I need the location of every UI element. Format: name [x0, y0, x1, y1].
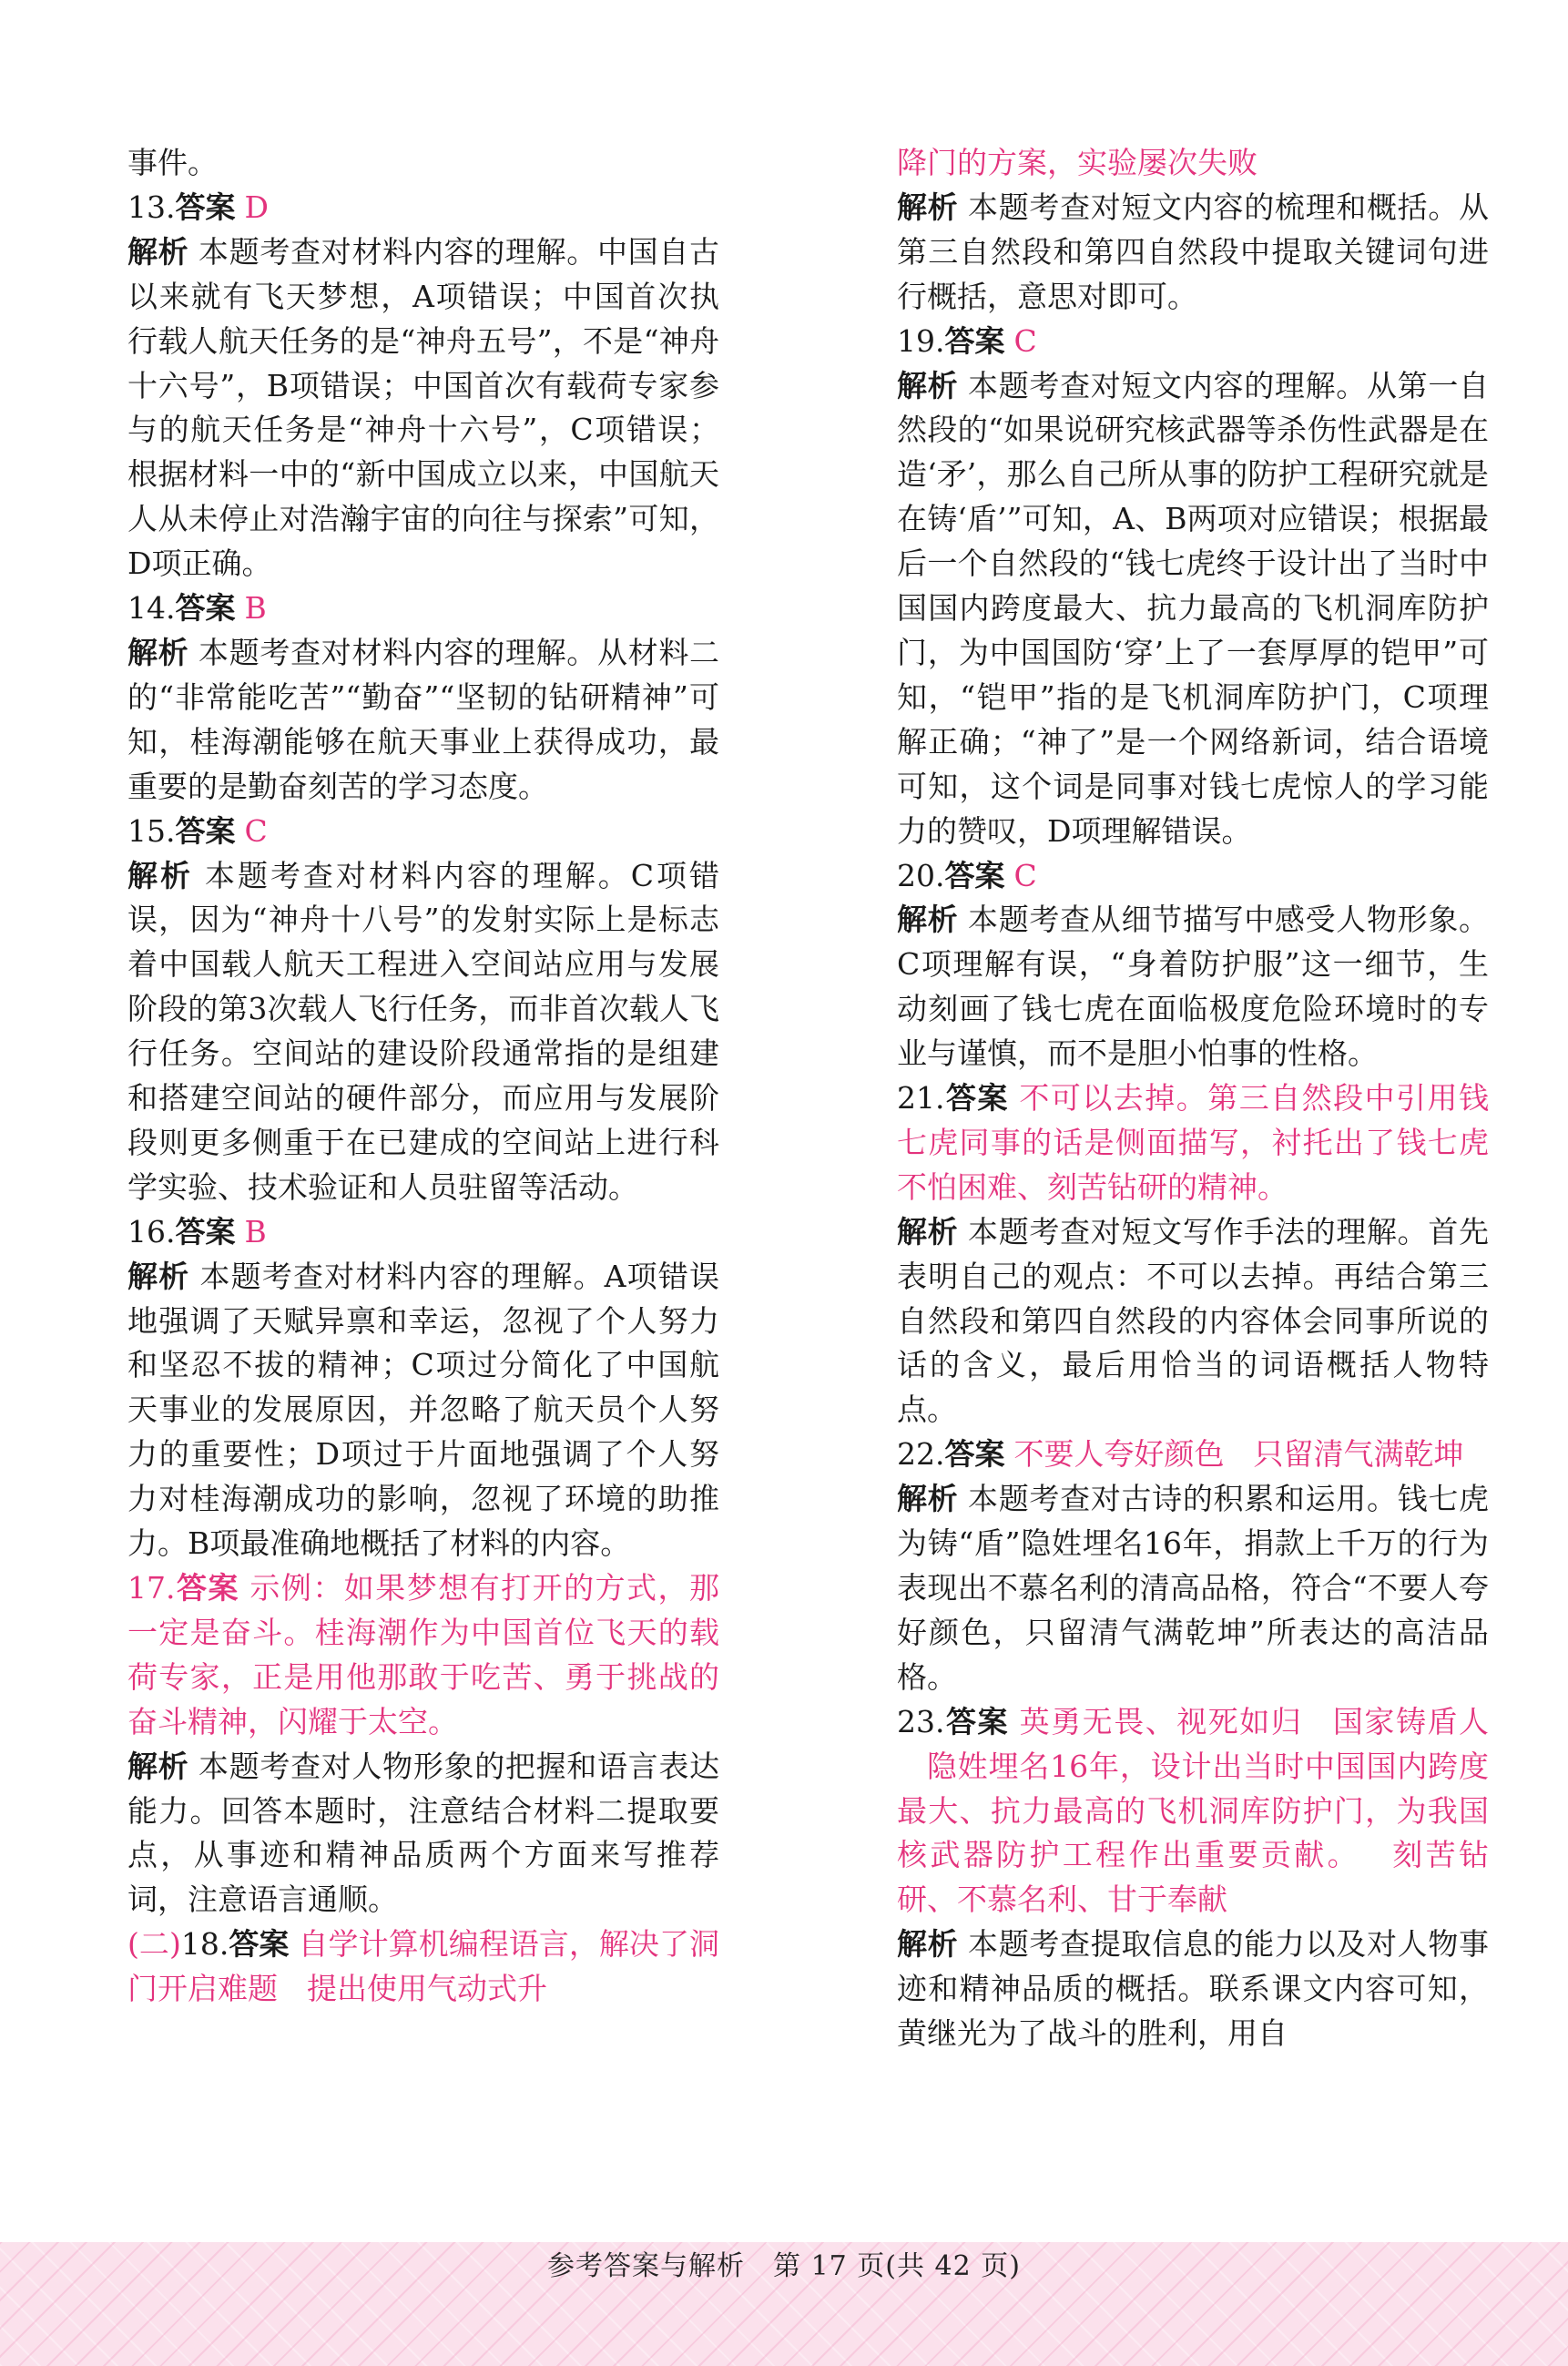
page-footer: 参考答案与解析 第 17 页(共 42 页): [547, 2250, 1021, 2282]
answer-line-19: 19.答案 C: [897, 322, 1037, 359]
answer-line-18: (二)18.答案 自学计算机编程语言，解决了洞门开启难题 提出使用气动式升: [127, 1926, 720, 2007]
analysis-21: 解析 本题考查对短文写作手法的理解。首先表明自己的观点：不可以去掉。再结合第三自然段和第四自然段的内容体会同事所说的话的含义，最后用恰当的词语概括人物特点。: [897, 1213, 1490, 1428]
analysis-22: 解析 本题考查对古诗的积累和运用。钱七虎为铸“盾”隐姓埋名16年，捐款上千万的行为表现出不慕名利的清高品格，符合“不要人夸好颜色，只留清气满乾坤”所表达的高洁品格。: [897, 1481, 1490, 1695]
analysis-19: 解析 本题考查对短文内容的理解。从第一自然段的“如果说研究核武器等杀伤性武器是在造‘矛’，那么自己所从事的防护工程研究就是在铸‘盾’”可知，A、B两项对应错误；根据最后一个自然段的“钱七虎终于设计出了当时中国国内跨度最大、抗力最高的飞机洞库防护门，为中国国防‘穿’上了一套厚厚的铠甲”可知，“铠甲”指的是飞机洞库防护门，C项理解正确；“神了”是一个网络新词，结合语境可知，这个词是同事对钱七虎惊人的学习能力的赞叹，D项理解错误。: [897, 367, 1490, 849]
left-column: [127, 141, 719, 2012]
analysis-20: 解析 本题考查从细节描写中感受人物形象。C项理解有误，“身着防护服”这一细节，生动刻画了钱七虎在面临极度危险环境时的专业与谨慎，而不是胆小怕事的性格。: [897, 902, 1490, 1072]
answer-line-16: 16.答案 B: [127, 1213, 267, 1249]
analysis-17: 解析 本题考查对人物形象的把握和语言表达能力。回答本题时，注意结合材料二提取要点，从事迹和精神品质两个方面来写推荐词，注意语言通顺。: [127, 1748, 720, 1918]
answer-18-continued: 降门的方案，实验屡次失败: [897, 145, 1257, 180]
answer-line-21: 21.答案 不可以去掉。第三自然段中引用钱七虎同事的话是侧面描写，衬托出了钱七虎不怕困难、刻苦钻研的精神。: [897, 1080, 1490, 1205]
paragraph: 事件。: [127, 145, 218, 180]
answer-line-22: 22.答案 不要人夸好颜色 只留清气满乾坤: [897, 1436, 1464, 1473]
answer-line-15: 15.答案 C: [127, 812, 268, 849]
analysis-23: 解析 本题考查提取信息的能力以及对人物事迹和精神品质的概括。联系课文内容可知，黄继光为了战斗的胜利，用自: [897, 1926, 1490, 2052]
answer-line-13: 13.答案 D: [127, 189, 269, 225]
analysis-16: 解析 本题考查对材料内容的理解。A项错误地强调了天赋异禀和幸运，忽视了个人努力和坚忍不拔的精神；C项过分简化了中国航天事业的发展原因，并忽略了航天员个人努力的重要性；D项过于片面地强调了个人努力对桂海潮成功的影响，忽视了环境的助推力。B项最准确地概括了材料的内容。: [127, 1258, 719, 1562]
analysis-14: 解析 本题考查对材料内容的理解。从材料二的“非常能吃苦”“勤奋”“坚韧的钻研精神”可知，桂海潮能够在航天事业上获得成功，最重要的是勤奋刻苦的学习态度。: [127, 634, 720, 804]
answer-line-20: 20.答案 C: [897, 857, 1037, 893]
analysis-13: 解析 本题考查对材料内容的理解。中国自古以来就有飞天梦想，A项错误；中国首次执行载人航天任务的是“神舟五号”，不是“神舟十六号”，B项错误；中国首次有载荷专家参与的航天任务是“神舟十六号”，C项错误；根据材料一中的“新中国成立以来，中国航天人从未停止对浩瀚宇宙的向往与探索”可知，D项正确。: [127, 233, 720, 582]
answer-line-17: 17.答案 示例：如果梦想有打开的方式，那一定是奋斗。桂海潮作为中国首位飞天的载荷专家，正是用他那敢于吃苦、勇于挑战的奋斗精神，闪耀于太空。: [127, 1570, 720, 1739]
answer-line-23: 23.答案 英勇无畏、视死如归 国家铸盾人隐姓埋名16年，设计出当时中国国内跨度最大、抗力最高的飞机洞库防护门，为我国核武器防护工程作出重要贡献。 刻苦钻研、不慕名利、甘于奉献: [897, 1703, 1490, 1918]
analysis-15: 解析 本题考查对材料内容的理解。C项错误，因为“神舟十八号”的发射实际上是标志着中国载人航天工程进入空间站应用与发展阶段的第3次载人飞行任务，而非首次载人飞行任务。空间站的建设阶段通常指的是组建和搭建空间站的硬件部分，而应用与发展阶段则更多侧重于在已建成的空间站上进行科学实验、技术验证和人员驻留等活动。: [127, 857, 720, 1205]
right-column: [897, 141, 1489, 2056]
analysis-18: 解析 本题考查对短文内容的梳理和概括。从第三自然段和第四自然段中提取关键词句进行概括，意思对即可。: [897, 189, 1490, 314]
answer-line-14: 14.答案 B: [127, 590, 267, 627]
